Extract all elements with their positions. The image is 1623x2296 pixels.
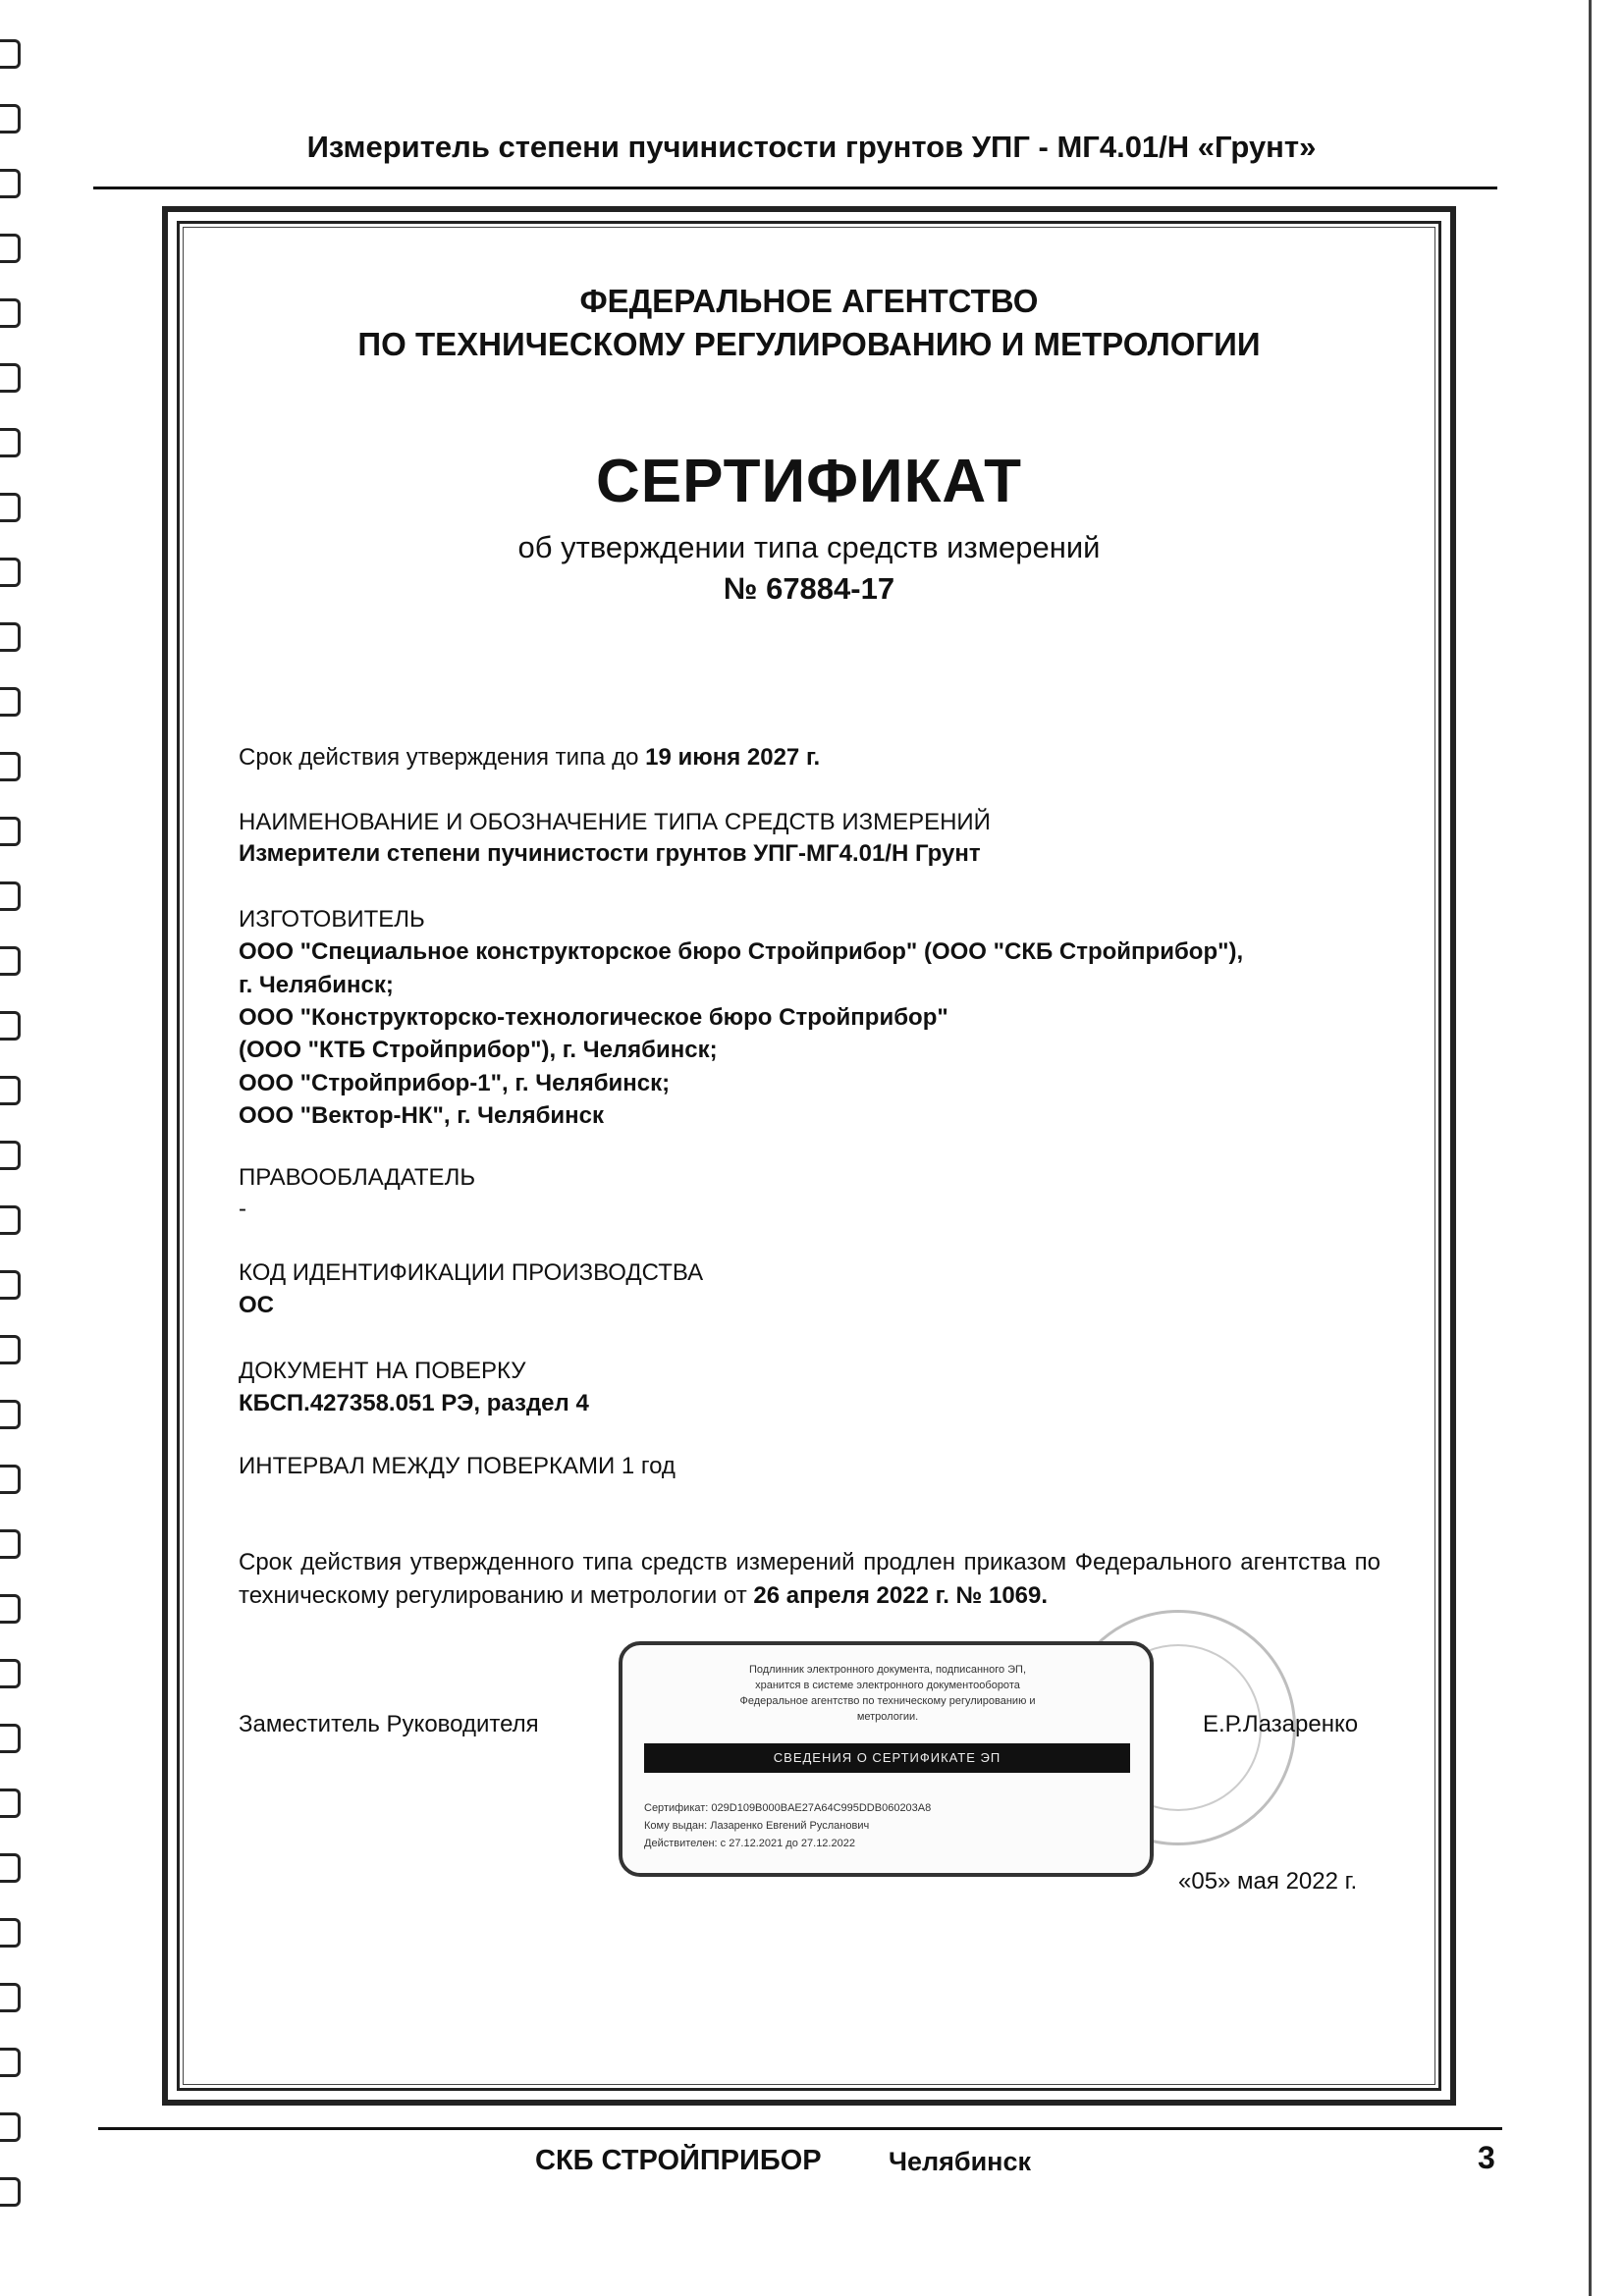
spiral-loop [0, 1141, 21, 1170]
spiral-loop [0, 1529, 21, 1559]
spiral-loop [0, 1659, 21, 1688]
stamp-issued-label: Кому выдан: [644, 1820, 708, 1832]
certificate-subtitle: об утверждении типа средств измерений [517, 530, 1101, 564]
signer-name: Е.Р.Лазаренко [1203, 1711, 1359, 1737]
certificate-number: № 67884-17 [723, 571, 895, 606]
spiral-loop [0, 622, 21, 652]
spiral-loop [0, 1594, 21, 1624]
spiral-loop [0, 1270, 21, 1300]
spiral-loop [0, 1205, 21, 1235]
spiral-loop [0, 234, 21, 263]
stamp-cert-label: Сертификат: [644, 1802, 709, 1814]
spiral-loop [0, 1789, 21, 1818]
signature-date: «05» мая 2022 г. [1178, 1868, 1358, 1895]
manufacturer-line-4: (ООО "КТБ Стройприбор"), г. Челябинск; [239, 1037, 718, 1063]
type-heading: НАИМЕНОВАНИЕ И ОБОЗНАЧЕНИЕ ТИПА СРЕДСТВ ИЗМЕРЕНИЙ [239, 809, 991, 835]
footer-divider [98, 2127, 1502, 2130]
manufacturer-line-5: ООО "Стройприбор-1", г. Челябинск; [239, 1070, 671, 1096]
spiral-loop [0, 752, 21, 781]
spiral-loop [0, 1983, 21, 2012]
certificate-title: СЕРТИФИКАТ [596, 448, 1022, 515]
validity-line [239, 741, 820, 774]
extension-paragraph [239, 1546, 1380, 1613]
extension-text: Срок действия утвержденного типа средств измерений продлен приказом Федерального агентства по техническому регулированию и метрологии от [239, 1549, 1380, 1609]
page-header-title: Измеритель степени пучинистости грунтов УПГ - МГ4.01/Н «Грунт» [306, 130, 1317, 164]
spiral-loop [0, 1724, 21, 1753]
spiral-loop [0, 2177, 21, 2207]
manufacturer-line-3: ООО "Конструкторско-технологическое бюро Стройприбор" [239, 1004, 948, 1031]
electronic-signature-stamp [619, 1641, 1154, 1877]
stamp-issued-value: Лазаренко Евгений Русланович [710, 1820, 870, 1832]
spiral-loop [0, 428, 21, 457]
stamp-valid-row [644, 1838, 855, 1849]
spiral-loop [0, 881, 21, 911]
stamp-bar: СВЕДЕНИЯ О СЕРТИФИКАТЕ ЭП [644, 1743, 1130, 1773]
agency-line-1: ФЕДЕРАЛЬНОЕ АГЕНТСТВО [579, 283, 1039, 319]
footer-organization: СКБ СТРОЙПРИБОР [535, 2145, 822, 2176]
spiral-loop [0, 1011, 21, 1041]
verification-heading: ДОКУМЕНТ НА ПОВЕРКУ [239, 1358, 526, 1384]
footer-city: Челябинск [889, 2147, 1032, 2176]
signer-position: Заместитель Руководителя [239, 1711, 539, 1737]
code-value: ОС [239, 1292, 274, 1318]
spiral-loop [0, 1076, 21, 1105]
binding-spiral [0, 39, 29, 2258]
spiral-loop [0, 169, 21, 198]
spiral-loop [0, 558, 21, 587]
code-heading: КОД ИДЕНТИФИКАЦИИ ПРОИЗВОДСТВА [239, 1259, 704, 1286]
spiral-loop [0, 298, 21, 328]
page-number: 3 [1478, 2140, 1495, 2175]
spiral-loop [0, 1400, 21, 1429]
spiral-loop [0, 1918, 21, 1948]
type-value: Измерители степени пучинистости грунтов УПГ-МГ4.01/Н Грунт [239, 840, 981, 867]
stamp-cert-row [644, 1802, 931, 1814]
spiral-loop [0, 2112, 21, 2142]
spiral-loop [0, 817, 21, 846]
header-divider [93, 187, 1497, 189]
manufacturer-line-1: ООО "Специальное конструкторское бюро Стройприбор" (ООО "СКБ Стройприбор"), [239, 938, 1244, 965]
validity-date: 19 июня 2027 г. [645, 744, 821, 771]
stamp-valid-value: с 27.12.2021 до 27.12.2022 [720, 1838, 855, 1849]
extension-order: 26 апреля 2022 г. № 1069. [753, 1582, 1049, 1609]
spiral-loop [0, 946, 21, 976]
rightholder-heading: ПРАВООБЛАДАТЕЛЬ [239, 1164, 476, 1191]
validity-prefix: Срок действия утверждения типа до [239, 744, 639, 771]
manufacturer-line-6: ООО "Вектор-НК", г. Челябинск [239, 1102, 605, 1129]
spiral-loop [0, 39, 21, 69]
stamp-line-3: Федеральное агентство по техническому регулированию и [739, 1695, 1036, 1707]
rightholder-value: - [239, 1196, 246, 1222]
spiral-loop [0, 687, 21, 717]
spiral-loop [0, 363, 21, 393]
spiral-loop [0, 493, 21, 522]
spiral-loop [0, 2048, 21, 2077]
verification-interval: ИНТЕРВАЛ МЕЖДУ ПОВЕРКАМИ 1 год [239, 1453, 676, 1479]
stamp-cert-value: 029D109B000BAE27A64C995DDB060203A8 [711, 1802, 932, 1814]
stamp-issued-row [644, 1820, 869, 1832]
manufacturer-line-2: г. Челябинск; [239, 972, 394, 998]
stamp-line-2: хранится в системе электронного документооборота [755, 1680, 1020, 1691]
spiral-loop [0, 1335, 21, 1364]
stamp-line-1: Подлинник электронного документа, подписанного ЭП, [748, 1664, 1027, 1676]
agency-line-2: ПО ТЕХНИЧЕСКОМУ РЕГУЛИРОВАНИЮ И МЕТРОЛОГИИ [357, 326, 1261, 362]
page-edge [1589, 0, 1592, 2296]
verification-value: КБСП.427358.051 РЭ, раздел 4 [239, 1390, 589, 1416]
spiral-loop [0, 1465, 21, 1494]
spiral-loop [0, 1853, 21, 1883]
manufacturer-heading: ИЗГОТОВИТЕЛЬ [239, 906, 425, 933]
stamp-valid-label: Действителен: [644, 1838, 718, 1849]
stamp-line-4: метрологии. [856, 1711, 919, 1723]
